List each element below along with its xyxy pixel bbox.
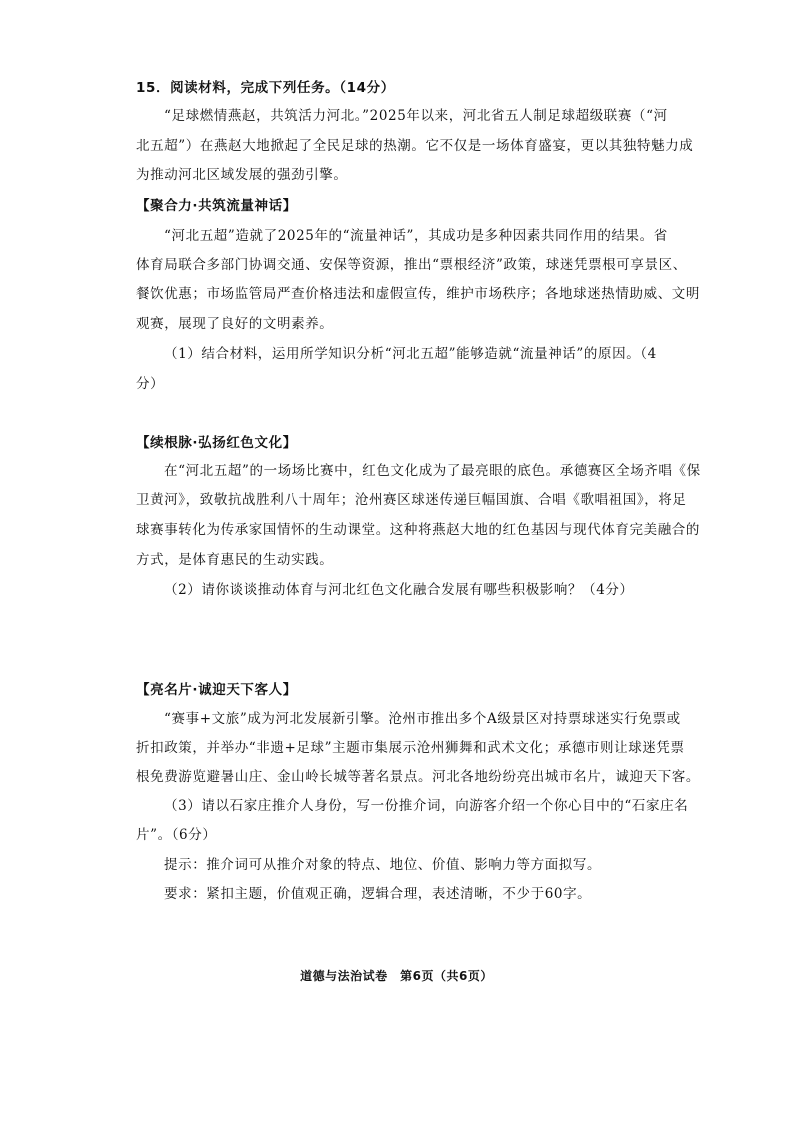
task-line: （3）请以石家庄推介人身份，写一份推介词，向游客介绍一个你心目中的“石家庄名 <box>164 798 689 814</box>
requirement-text: 要求：紧扣主题，价值观正确，逻辑合理，表述清晰，不少于60字。 <box>164 886 592 902</box>
section-heading: 【聚合力·共筑流量神话】 <box>136 198 297 214</box>
section-paragraph-line: “河北五超”造就了2025年的“流量神话”，其成功是多种因素共同作用的结果。省 <box>164 228 668 244</box>
intro-line: 北五超”）在燕赵大地掀起了全民足球的热潮。它不仅是一场体育盛宴，更以其独特魅力成 <box>136 138 694 154</box>
task-line: （1）结合材料，运用所学知识分析“河北五超”能够造就“流量神话”的原因。（4 <box>164 346 657 362</box>
section-paragraph-line: 在“河北五超”的一场场比赛中，红色文化成为了最亮眼的底色。承德赛区全场齐唱《保 <box>164 463 701 479</box>
section-paragraph-line: 卫黄河》，致敬抗战胜利八十周年；沧州赛区球迷传递巨幅国旗、合唱《歌唱祖国》，将足 <box>136 492 687 508</box>
intro-line: 为推动河北区域发展的强劲引擎。 <box>136 167 348 183</box>
section-heading: 【亮名片·诚迎天下客人】 <box>136 682 297 698</box>
section-paragraph-line: 观赛，展现了良好的文明素养。 <box>136 316 334 332</box>
section-paragraph-line: 球赛事转化为传承家国情怀的生动课堂。这种将燕赵大地的红色基因与现代体育完美融合的 <box>136 522 700 538</box>
section-paragraph-line: 折扣政策，并举办“非遗+足球”主题市集展示沧州狮舞和武术文化；承德市则让球迷凭票 <box>136 740 685 756</box>
task-line: 片”。（6分） <box>136 827 217 843</box>
question-title: 15．阅读材料，完成下列任务。（14分） <box>136 80 395 96</box>
section-paragraph-line: 体育局联合多部门协调交通、安保等资源，推出“票根经济”政策，球迷凭票根可享景区、 <box>136 257 687 273</box>
page-footer: 道德与法治试卷 第6页（共6页） <box>300 969 493 983</box>
section-paragraph-line: 根免费游览避暑山庄、金山岭长城等著名景点。河北各地纷纷亮出城市名片，诚迎天下客。 <box>136 769 700 785</box>
section-paragraph-line: “赛事+文旅”成为河北发展新引擎。沧州市推出多个A级景区对持票球迷实行免票或 <box>164 711 681 727</box>
hint-text: 提示：推介词可从推介对象的特点、地位、价值、影响力等方面拟写。 <box>164 857 602 873</box>
task-line: （2）请你谈谈推动体育与河北红色文化融合发展有哪些积极影响？（4分） <box>164 582 634 598</box>
section-paragraph-line: 方式，是体育惠民的生动实践。 <box>136 552 334 568</box>
intro-line: “足球燃情燕赵，共筑活力河北。”2025年以来，河北省五人制足球超级联赛（“河 <box>164 108 668 124</box>
section-heading: 【续根脉·弘扬红色文化】 <box>136 435 297 451</box>
section-paragraph-line: 餐饮优惠；市场监管局严查价格违法和虚假宣传，维护市场秩序；各地球迷热情助威、文明 <box>136 286 700 302</box>
task-line: 分） <box>136 376 165 392</box>
